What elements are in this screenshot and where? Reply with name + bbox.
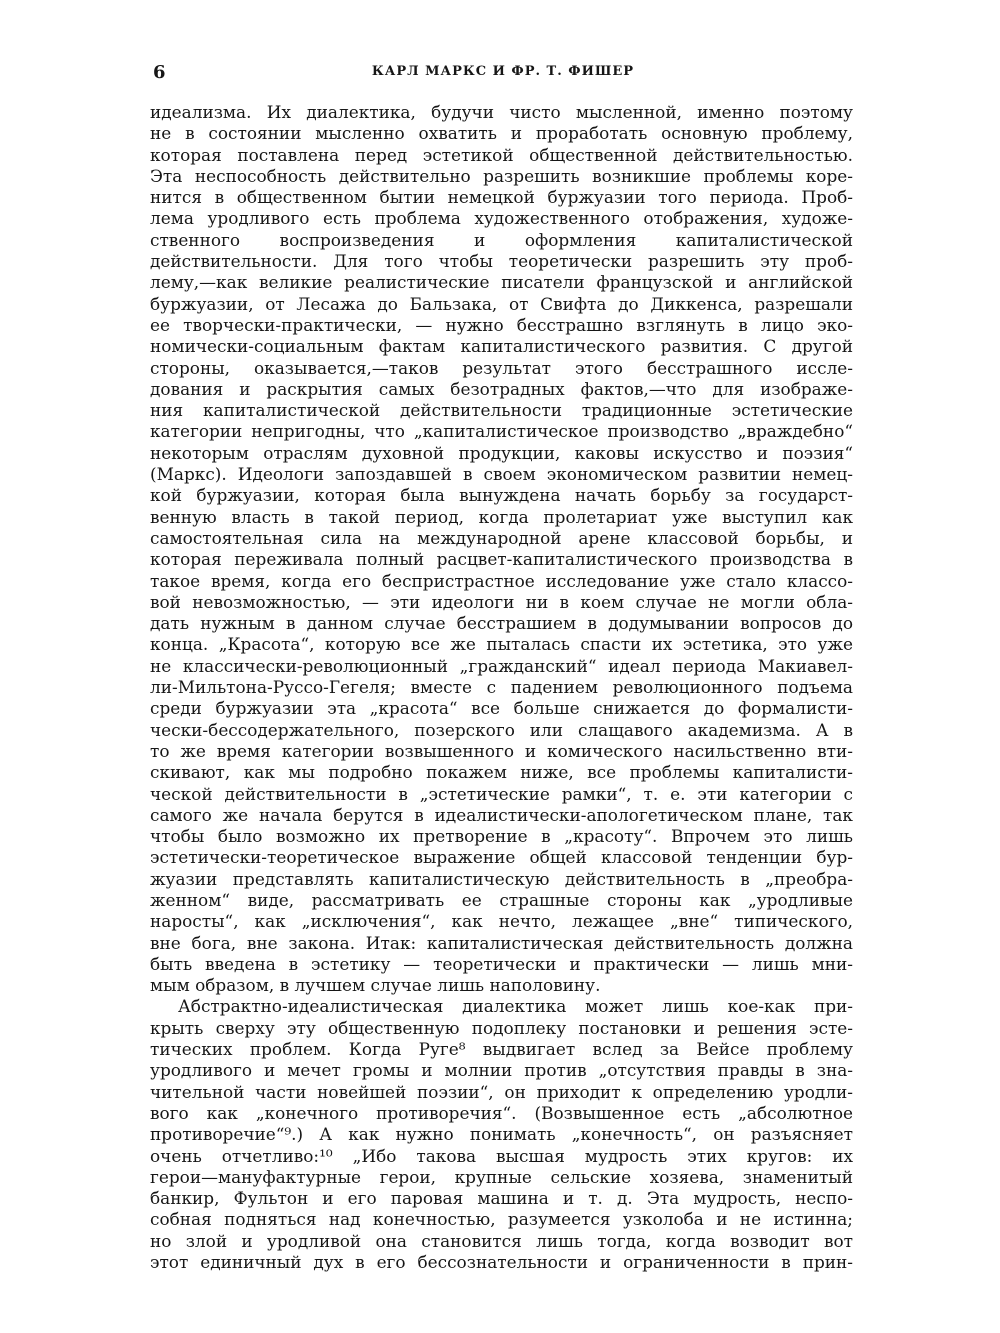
text-line: вне бога, вне закона. Итак: капиталистическая действительность должна — [150, 932, 853, 953]
text-line: среди буржуазии эта „красота“ все больше снижается до формалисти- — [150, 698, 853, 719]
paragraph — [150, 996, 853, 1273]
text-line: которая поставлена перед эстетикой общественной действительностью. — [150, 144, 853, 165]
text-line: Абстрактно-идеалистическая диалектика может лишь кое-как при- — [178, 996, 853, 1017]
text-line: уродливого и мечет громы и молнии против „отсутствия правды в зна- — [150, 1060, 853, 1081]
page-header — [153, 62, 853, 86]
text-line: этот единичный дух в его бессознательности и ограниченности в прин- — [150, 1252, 853, 1273]
text-line: тических проблем. Когда Руге⁸ выдвигает вслед за Вейсе проблему — [150, 1039, 853, 1060]
text-line: кой буржуазии, которая была вынуждена начать борьбу за государст- — [150, 485, 853, 506]
text-line: номически-социальным фактам капиталистического развития. С другой — [150, 336, 853, 357]
text-line: действительности. Для того чтобы теоретически разрешить эту проб- — [150, 251, 853, 272]
text-line: лему,—как великие реалистические писатели французской и английской — [150, 272, 853, 293]
text-line: чески-бессодержательного, позерского или слащавого академизма. А в — [150, 719, 853, 740]
text-line: чтобы было возможно их претворение в „красоту“. Впрочем это лишь — [150, 826, 853, 847]
text-line: которая переживала полный расцвет-капиталистического производства в — [150, 549, 853, 570]
page-number: 6 — [153, 62, 166, 83]
text-line: вого как „конечного противоречия“. (Возвышенное есть „абсолютное — [150, 1102, 853, 1123]
text-line: наросты“, как „исключения“, как нечто, лежащее „вне“ типического, — [150, 911, 853, 932]
text-line: мым образом, в лучшем случае лишь наполовину. — [150, 975, 601, 996]
body-text — [150, 102, 853, 1273]
text-line: нится в общественном бытии немецкой буржуазии того периода. Проб- — [150, 187, 853, 208]
text-line: скивают, как мы подробно покажем ниже, все проблемы капиталисти- — [150, 762, 853, 783]
text-line: венную власть в такой период, когда пролетариат уже выступил как — [150, 506, 853, 527]
text-line: конца. „Красота“, которую все же пыталась спасти их эстетика, это уже — [150, 634, 853, 655]
text-line: ния капиталистической действительности традиционные эстетические — [150, 400, 853, 421]
text-line: стороны, оказывается,—таков результат этого бесстрашного иссле- — [150, 357, 853, 378]
text-line: женном“ виде, рассматривать ее страшные стороны как „уродливые — [150, 889, 853, 910]
text-line: ли-Мильтона-Руссо-Гегеля; вместе с падением революционного подъема — [150, 677, 853, 698]
text-line: буржуазии, от Лесажа до Бальзака, от Свифта до Диккенса, разрешали — [150, 293, 853, 314]
text-line: жуазии представлять капиталистическую действительность в „преобра- — [150, 868, 853, 889]
text-line: дования и раскрытия самых безотрадных фактов,—что для изображе- — [150, 378, 853, 399]
text-line: некоторым отраслям духовной продукции, каковы искусство и поэзия“ — [150, 442, 853, 463]
text-line: вой невозможностью, — эти идеологи ни в коем случае не могли обла- — [150, 591, 853, 612]
text-line: быть введена в эстетику — теоретически и практически — лишь мни- — [150, 953, 853, 974]
text-line: самостоятельная сила на международной арене классовой борьбы, и — [150, 527, 853, 548]
text-line: чительной части новейшей поэзии“, он приходит к определению уродли- — [150, 1081, 853, 1102]
text-line: банкир, Фультон и его паровая машина и т. д. Эта мудрость, неспо- — [150, 1188, 853, 1209]
text-line: идеализма. Их диалектика, будучи чисто мысленной, именно поэтому — [150, 102, 853, 122]
text-line: ее творчески-практически, — нужно бесстрашно взглянуть в лицо эко- — [150, 314, 853, 335]
text-line: не классически-революционный „гражданский“ идеал периода Макиавел- — [150, 655, 853, 676]
text-line: лема уродливого есть проблема художественного отображения, художе- — [150, 208, 853, 229]
text-line: но злой и уродливой она становится лишь тогда, когда возводит вот — [150, 1230, 853, 1251]
text-line: дать нужным в данном случае бесстрашием в додумывании вопросов до — [150, 613, 853, 634]
text-line: эстетически-теоретическое выражение общей классовой тенденции бур- — [150, 847, 853, 868]
text-line: ственного воспроизведения и оформления капиталистической — [150, 229, 853, 250]
text-line: собная подняться над конечностью, разумеется узколоба и не истинна; — [150, 1209, 853, 1230]
text-line: такое время, когда его беспристрастное исследование уже стало классо- — [150, 570, 853, 591]
text-line: ческой действительности в „эстетические рамки“, т. е. эти категории с — [150, 783, 853, 804]
running-head: КАРЛ МАРКС И ФР. Т. ФИШЕР — [371, 64, 635, 79]
text-line: самого же начала берутся в идеалистически-апологетическом плане, так — [150, 804, 853, 825]
text-line: то же время категории возвышенного и комического насильственно вти- — [150, 740, 853, 761]
text-line: категории непригодны, что „капиталистическое производство „враждебно“ — [150, 421, 853, 442]
text-line: крыть сверху эту общественную подоплеку постановки и решения эсте- — [150, 1017, 853, 1038]
text-line: не в состоянии мысленно охватить и проработать основную проблему, — [150, 123, 853, 144]
text-line: противоречие“⁹.) А как нужно понимать „конечность“, он разъясняет — [150, 1124, 853, 1145]
text-line: очень отчетливо:¹⁰ „Ибо такова высшая мудрость этих кругов: их — [150, 1145, 853, 1166]
paragraph — [150, 102, 853, 996]
text-line: (Маркс). Идеологи запоздавшей в своем экономическом развитии немец- — [150, 464, 853, 485]
text-line: Эта неспособность действительно разрешить возникшие проблемы коре- — [150, 165, 853, 186]
text-line: герои—мануфактурные герои, крупные сельские хозяева, знаменитый — [150, 1166, 853, 1187]
